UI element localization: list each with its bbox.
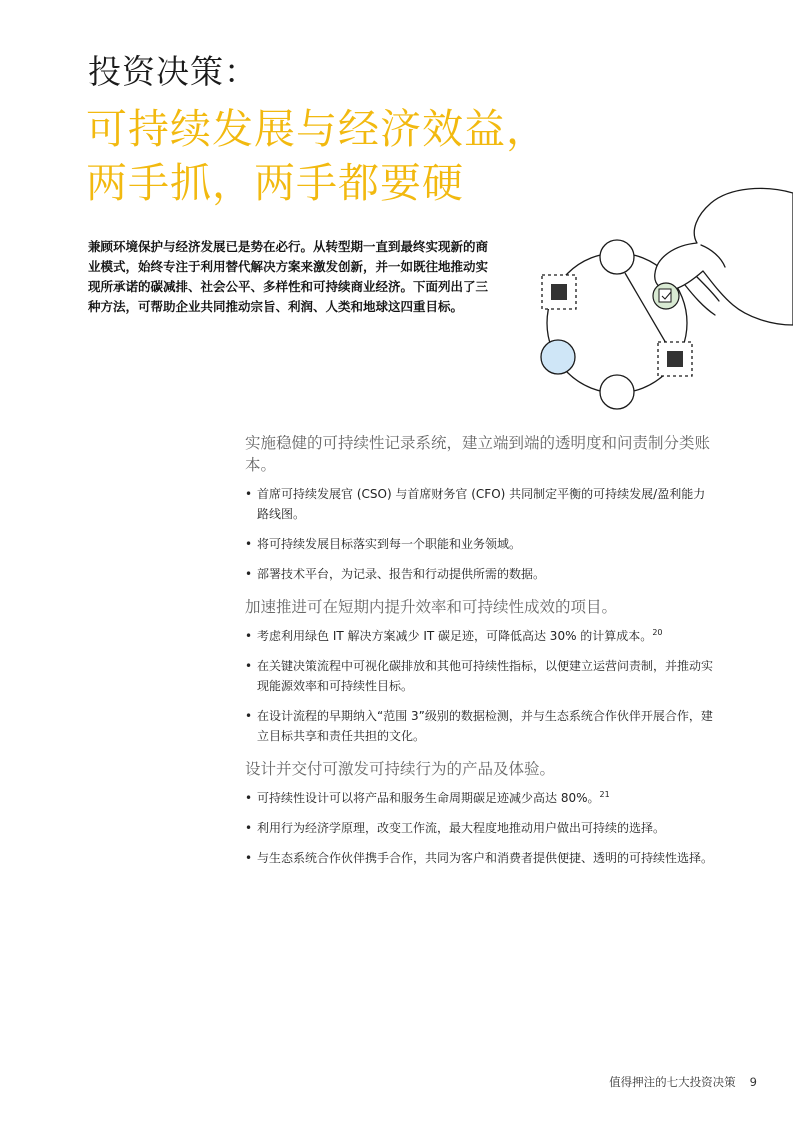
section-heading: 加速推进可在短期内提升效率和可持续性成效的项目。 [245,598,618,616]
list-item-text: 考虑利用绿色 IT 解决方案减少 IT 碳足迹，可降低高达 30% 的计算成本。 [257,629,653,643]
footnote-ref[interactable]: 21 [599,790,610,799]
page-subtitle-line2: 两手抓，两手都要硬 [86,159,464,207]
list-item [245,564,715,584]
list-item [245,534,715,554]
cycle-node-square-left [542,275,576,309]
list-item [245,818,715,838]
section-heading: 设计并交付可激发可持续行为的产品及体验。 [245,760,556,778]
list-item-text: 与生态系统合作伙伴携手合作，共同为客户和消费者提供便捷、透明的可持续性选择。 [257,851,714,865]
section-2 [245,596,715,746]
list-item-text: 将可持续发展目标落实到每一个职能和业务领域。 [257,537,522,551]
list-item [245,706,715,746]
page-subtitle-line1: 可持续发展与经济效益， [86,105,548,153]
list-item-text: 首席可持续发展官 (CSO) 与首席财务官 (CFO) 共同制定平衡的可持续发展/盈利能力路线图。 [257,487,706,521]
section-3 [245,758,715,868]
check-document-icon [653,283,679,309]
page-footer [609,1074,757,1090]
list-item-text: 在关键决策流程中可视化碳排放和其他可持续性指标，以便建立运营问责制，并推动实现能源效率和可持续性目标。 [257,659,714,693]
list-item [245,484,715,524]
list-item-text: 在设计流程的早期纳入“范围 3”级别的数据检测，并与生态系统合作伙伴开展合作，建立目标共享和责任共担的文化。 [257,709,713,743]
section-heading: 实施稳健的可持续性记录系统，建立端到端的透明度和问责制分类账本。 [245,434,711,474]
list-item [245,848,715,868]
list-item [245,626,715,646]
list-item-text: 利用行为经济学原理，改变工作流，最大程度地推动用户做出可持续的选择。 [257,821,666,835]
footnote-ref[interactable]: 20 [652,628,663,637]
list-item-text: 部署技术平台，为记录、报告和行动提供所需的数据。 [257,567,546,581]
section-1 [245,432,715,584]
cycle-node-square-right [658,342,692,376]
cycle-node-bottom [600,375,634,409]
intro-paragraph: 兼顾环境保护与经济发展已是势在必行。从转型期一直到最终实现新的商业模式，始终专注于利用替代解决方案来激发创新，并一如既往地推动实现所承诺的碳减排、社会公平、多样性和可持续商业经济。下面列出了三种方法，可帮助企业共同推动宗旨、利润、人类和地球这四重目标。 [88,239,489,314]
cycle-node-top [600,240,634,274]
footer-title: 值得押注的七大投资决策 [609,1075,736,1089]
page-number: 9 [749,1075,757,1089]
approaches-list [245,432,715,880]
list-item [245,788,715,808]
list-item [245,656,715,696]
cycle-node-blue [541,340,575,374]
page-title: 投资决策： [88,52,258,91]
list-item-text: 可持续性设计可以将产品和服务生命周期碳足迹减少高达 80%。 [257,791,600,805]
sustainability-cycle-illustration [525,185,793,410]
